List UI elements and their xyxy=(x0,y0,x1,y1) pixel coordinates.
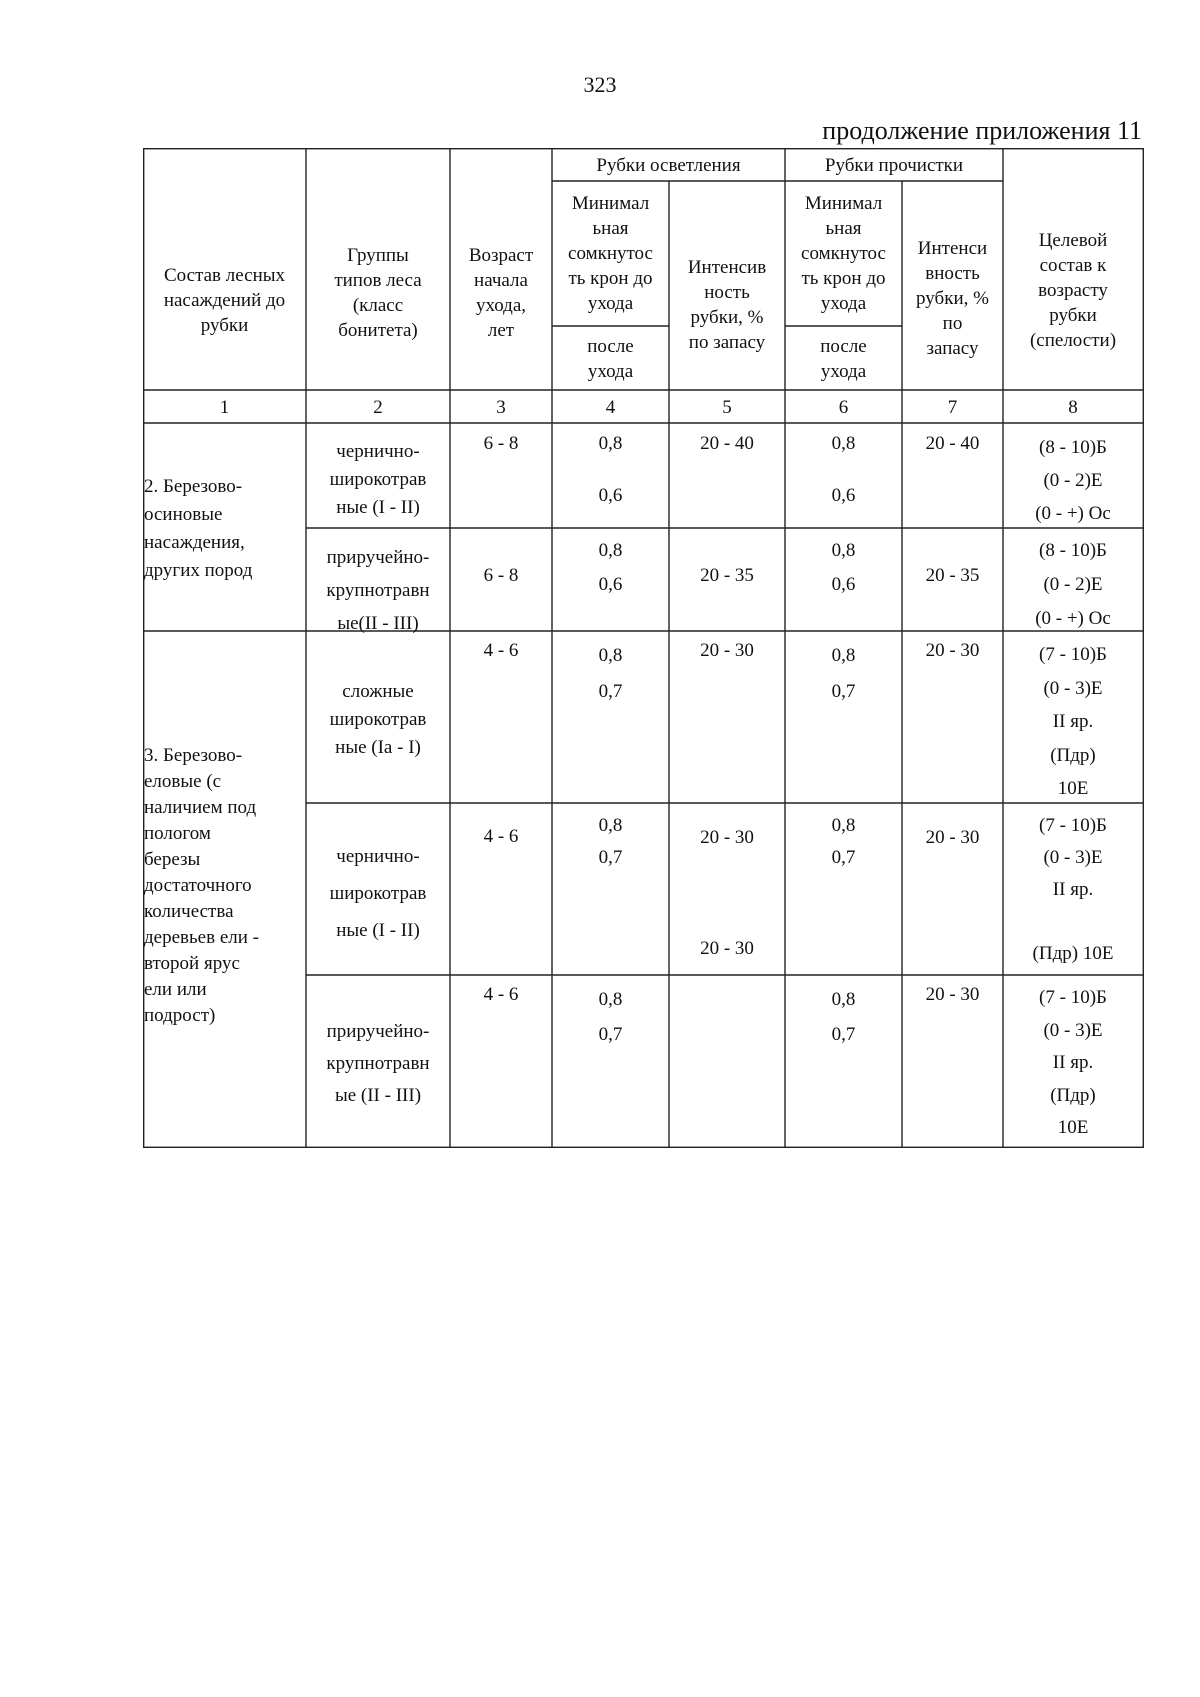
header-forest-type-groups: Группы типов леса (класс бонитета) xyxy=(334,245,422,341)
target-composition: (8 - 10)Б (0 - 2)Е (0 - +) Ос xyxy=(1035,540,1111,629)
target-composition: (7 - 10)Б (0 - 3)Е II яр. (Пдр) 10Е xyxy=(1039,644,1107,799)
col-number: 7 xyxy=(947,397,958,418)
col-number: 8 xyxy=(1068,397,1078,418)
closure-cleaning: 0,8 0,6 xyxy=(831,433,856,506)
col-number: 2 xyxy=(373,397,383,418)
target-composition: (7 - 10)Б (0 - 3)Е II яр. (Пдр) 10Е xyxy=(1039,987,1107,1138)
forest-type-group: чернично- широкотрав ные (I - II) xyxy=(329,441,427,518)
col-number: 3 xyxy=(496,397,506,418)
target-composition: (7 - 10)Б (0 - 3)Е II яр. (Пдр) 10Е xyxy=(1032,815,1114,964)
intensity-cleaning: 20 - 30 xyxy=(925,640,980,661)
header-after-cleaning: после ухода xyxy=(820,336,867,382)
appendix-title: продолжение приложения 11 xyxy=(822,116,1142,145)
header-target-composition: Целевой состав к возрасту рубки (спелости) xyxy=(1029,230,1117,351)
forest-type-group: приручейно- крупнотравн ые (II - III) xyxy=(326,1021,430,1106)
intensity-cleaning: 20 - 30 xyxy=(925,827,980,848)
header-group-lightening: Рубки осветления xyxy=(596,155,741,176)
intensity-cleaning: 20 - 35 xyxy=(925,565,980,586)
target-composition: (8 - 10)Б (0 - 2)Е (0 - +) Ос xyxy=(1035,437,1111,524)
closure-cleaning: 0,8 0,6 xyxy=(831,540,856,595)
forest-type-group: сложные широкотрав ные (Iа - I) xyxy=(329,681,427,758)
intensity-lightening-extra: 20 - 30 xyxy=(700,938,754,959)
intensity-lightening: 20 - 30 xyxy=(700,640,754,661)
start-age: 6 - 8 xyxy=(483,565,519,586)
col-number: 1 xyxy=(219,397,230,418)
start-age: 4 - 6 xyxy=(483,826,519,847)
header-min-closure-cleaning: Минимал ьная сомкнутос ть крон до ухода xyxy=(801,193,886,314)
closure-lightening: 0,8 0,7 xyxy=(598,645,623,702)
closure-cleaning: 0,8 0,7 xyxy=(831,989,856,1045)
closure-lightening: 0,8 0,7 xyxy=(598,815,623,868)
forest-type-group: чернично- широкотрав ные (I - II) xyxy=(329,846,427,941)
closure-lightening: 0,8 0,6 xyxy=(598,433,623,506)
intensity-cleaning: 20 - 30 xyxy=(925,984,980,1005)
section-name: 2. Березово- осиновые насаждения, других пород xyxy=(144,476,253,581)
col-number: 6 xyxy=(838,397,849,418)
start-age: 4 - 6 xyxy=(483,984,519,1005)
forest-type-group: приручейно- крупнотравн ые(II - III) xyxy=(326,547,430,634)
closure-lightening: 0,8 0,7 xyxy=(598,989,623,1045)
intensity-lightening: 20 - 40 xyxy=(700,433,754,454)
closure-cleaning: 0,8 0,7 xyxy=(831,815,856,868)
header-group-cleaning: Рубки прочистки xyxy=(824,155,964,176)
start-age: 4 - 6 xyxy=(483,640,519,661)
header-min-closure-lightening: Минимал ьная сомкнутос ть крон до ухода xyxy=(568,193,653,314)
intensity-lightening: 20 - 30 xyxy=(700,827,754,848)
col-number: 5 xyxy=(722,397,732,418)
closure-cleaning: 0,8 0,7 xyxy=(831,645,856,702)
header-intensity-cleaning: Интенси вность рубки, % по запасу xyxy=(916,238,989,359)
intensity-lightening: 20 - 35 xyxy=(700,565,754,586)
header-composition: Состав лесных насаждений до рубки xyxy=(163,265,286,336)
start-age: 6 - 8 xyxy=(483,433,519,454)
intensity-cleaning: 20 - 40 xyxy=(925,433,980,454)
col-number: 4 xyxy=(605,397,616,418)
data-table xyxy=(143,148,1144,1148)
section-name: 3. Березово- еловые (с наличием под пологом березы достаточного количества деревьев ели - второй ярус ели или подрост) xyxy=(144,745,259,1026)
closure-lightening: 0,8 0,6 xyxy=(598,540,623,595)
page-number: 323 xyxy=(583,72,617,97)
header-start-age: Возраст начала ухода, лет xyxy=(468,245,534,341)
header-intensity-lightening: Интенсив ность рубки, % по запасу xyxy=(687,257,767,353)
header-after-lightening: после ухода xyxy=(587,336,634,382)
